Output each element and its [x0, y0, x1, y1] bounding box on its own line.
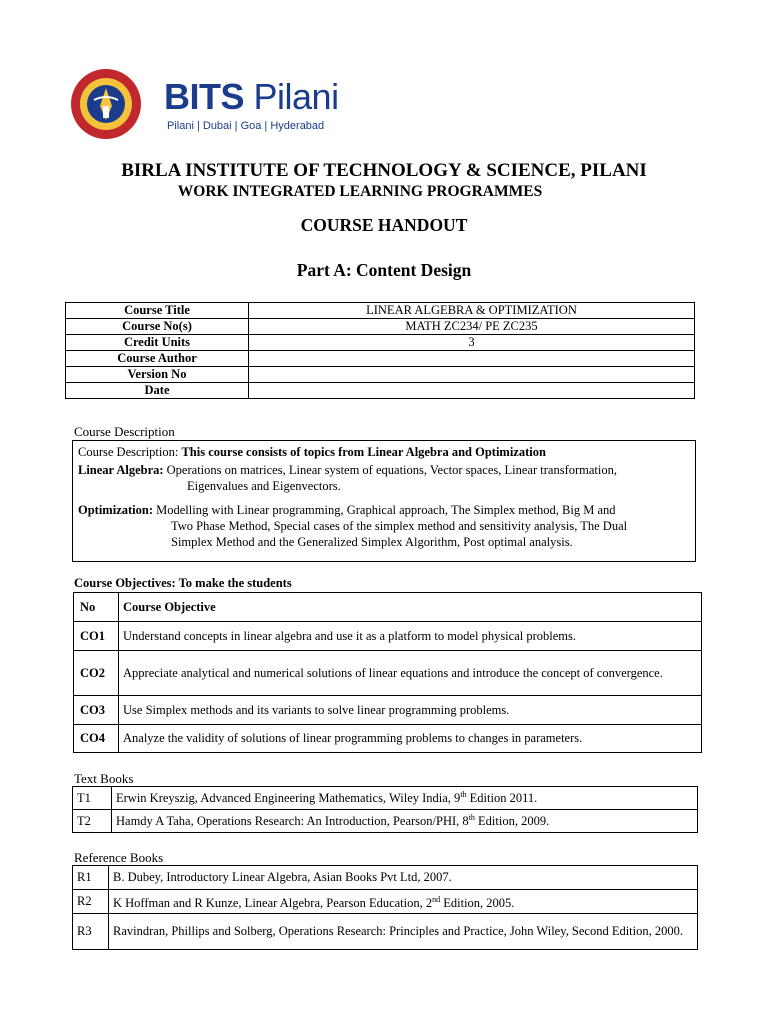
table-row	[73, 787, 698, 810]
table-row	[66, 319, 695, 335]
table-header-row	[74, 593, 702, 622]
institute-seal-icon	[70, 66, 142, 144]
table-row	[66, 367, 695, 383]
info-value	[249, 383, 695, 399]
table-row	[66, 383, 695, 399]
table-row	[74, 696, 702, 725]
institute-name: BIRLA INSTITUTE OF TECHNOLOGY & SCIENCE, PILANI	[121, 160, 647, 181]
info-value: LINEAR ALGEBRA & OPTIMIZATION	[249, 303, 695, 319]
book-id: R2	[73, 890, 109, 914]
info-key: Version No	[66, 367, 249, 383]
book-citation: Ravindran, Phillips and Solberg, Operations Research: Principles and Practice, John Wiley, Second Edition, 2000.	[109, 914, 698, 950]
linear-algebra-topics: Linear Algebra: Operations on matrices, Linear system of equations, Vector spaces, Linear transformation, Eigenvalues and Eigenvectors.	[78, 463, 617, 493]
book-citation: Erwin Kreyszig, Advanced Engineering Mathematics, Wiley India, 9th Edition 2011.	[112, 787, 698, 810]
book-citation: K Hoffman and R Kunze, Linear Algebra, Pearson Education, 2nd Edition, 2005.	[109, 890, 698, 914]
bits-pilani-logo	[70, 66, 350, 146]
optimization-topics: Optimization: Modelling with Linear programming, Graphical approach, The Simplex method, Big M and Two Phase Method, Special cases of the simplex method and sensitivity analysis, The Dual Simplex Method and the Generalized Simplex Algorithm, Post optimal analysis.	[78, 503, 628, 549]
info-key: Date	[66, 383, 249, 399]
objective-id: CO4	[74, 725, 119, 753]
table-row	[66, 335, 695, 351]
course-objectives-table	[73, 592, 702, 753]
objective-id: CO2	[74, 651, 119, 696]
info-value	[249, 351, 695, 367]
objective-id: CO3	[74, 696, 119, 725]
book-id: T1	[73, 787, 112, 810]
table-row	[74, 622, 702, 651]
text-books-label: Text Books	[74, 771, 134, 786]
column-header-objective: Course Objective	[119, 593, 702, 622]
course-objectives-label: Course Objectives: To make the students	[74, 576, 292, 590]
info-key: Course No(s)	[66, 319, 249, 335]
table-row	[73, 890, 698, 914]
table-row	[66, 351, 695, 367]
objective-text: Analyze the validity of solutions of linear programming problems to changes in parameters.	[119, 725, 702, 753]
table-row	[73, 866, 698, 890]
column-header-no: No	[74, 593, 119, 622]
course-info-table	[65, 302, 695, 399]
text-books-table	[72, 786, 698, 833]
part-heading: Part A: Content Design	[296, 260, 472, 280]
info-key: Credit Units	[66, 335, 249, 351]
reference-books-table	[72, 865, 698, 950]
objective-id: CO1	[74, 622, 119, 651]
description-intro: Course Description: This course consists of topics from Linear Algebra and Optimization	[78, 445, 546, 459]
brand-name: BITS Pilani	[164, 76, 339, 117]
course-description-box	[72, 440, 696, 562]
book-id: T2	[73, 810, 112, 833]
info-value: 3	[249, 335, 695, 351]
book-citation: B. Dubey, Introductory Linear Algebra, Asian Books Pvt Ltd, 2007.	[109, 866, 698, 890]
book-id: R3	[73, 914, 109, 950]
info-key: Course Title	[66, 303, 249, 319]
table-row	[73, 810, 698, 833]
objective-text: Understand concepts in linear algebra and use it as a platform to model physical problems.	[119, 622, 702, 651]
book-id: R1	[73, 866, 109, 890]
table-row	[74, 651, 702, 696]
table-row	[74, 725, 702, 753]
document-title: COURSE HANDOUT	[300, 215, 468, 235]
table-row	[73, 914, 698, 950]
book-citation: Hamdy A Taha, Operations Research: An Introduction, Pearson/PHI, 8th Edition, 2009.	[112, 810, 698, 833]
reference-books-label: Reference Books	[74, 850, 164, 865]
table-row	[66, 303, 695, 319]
brand-tagline: Pilani | Dubai | Goa | Hyderabad	[167, 120, 325, 132]
objective-text: Use Simplex methods and its variants to solve linear programming problems.	[119, 696, 702, 725]
info-value: MATH ZC234/ PE ZC235	[249, 319, 695, 335]
course-description-label: Course Description	[74, 424, 175, 439]
programme-name: WORK INTEGRATED LEARNING PROGRAMMES	[177, 183, 543, 200]
info-key: Course Author	[66, 351, 249, 367]
info-value	[249, 367, 695, 383]
objective-text: Appreciate analytical and numerical solutions of linear equations and introduce the concept of convergence.	[119, 651, 702, 696]
